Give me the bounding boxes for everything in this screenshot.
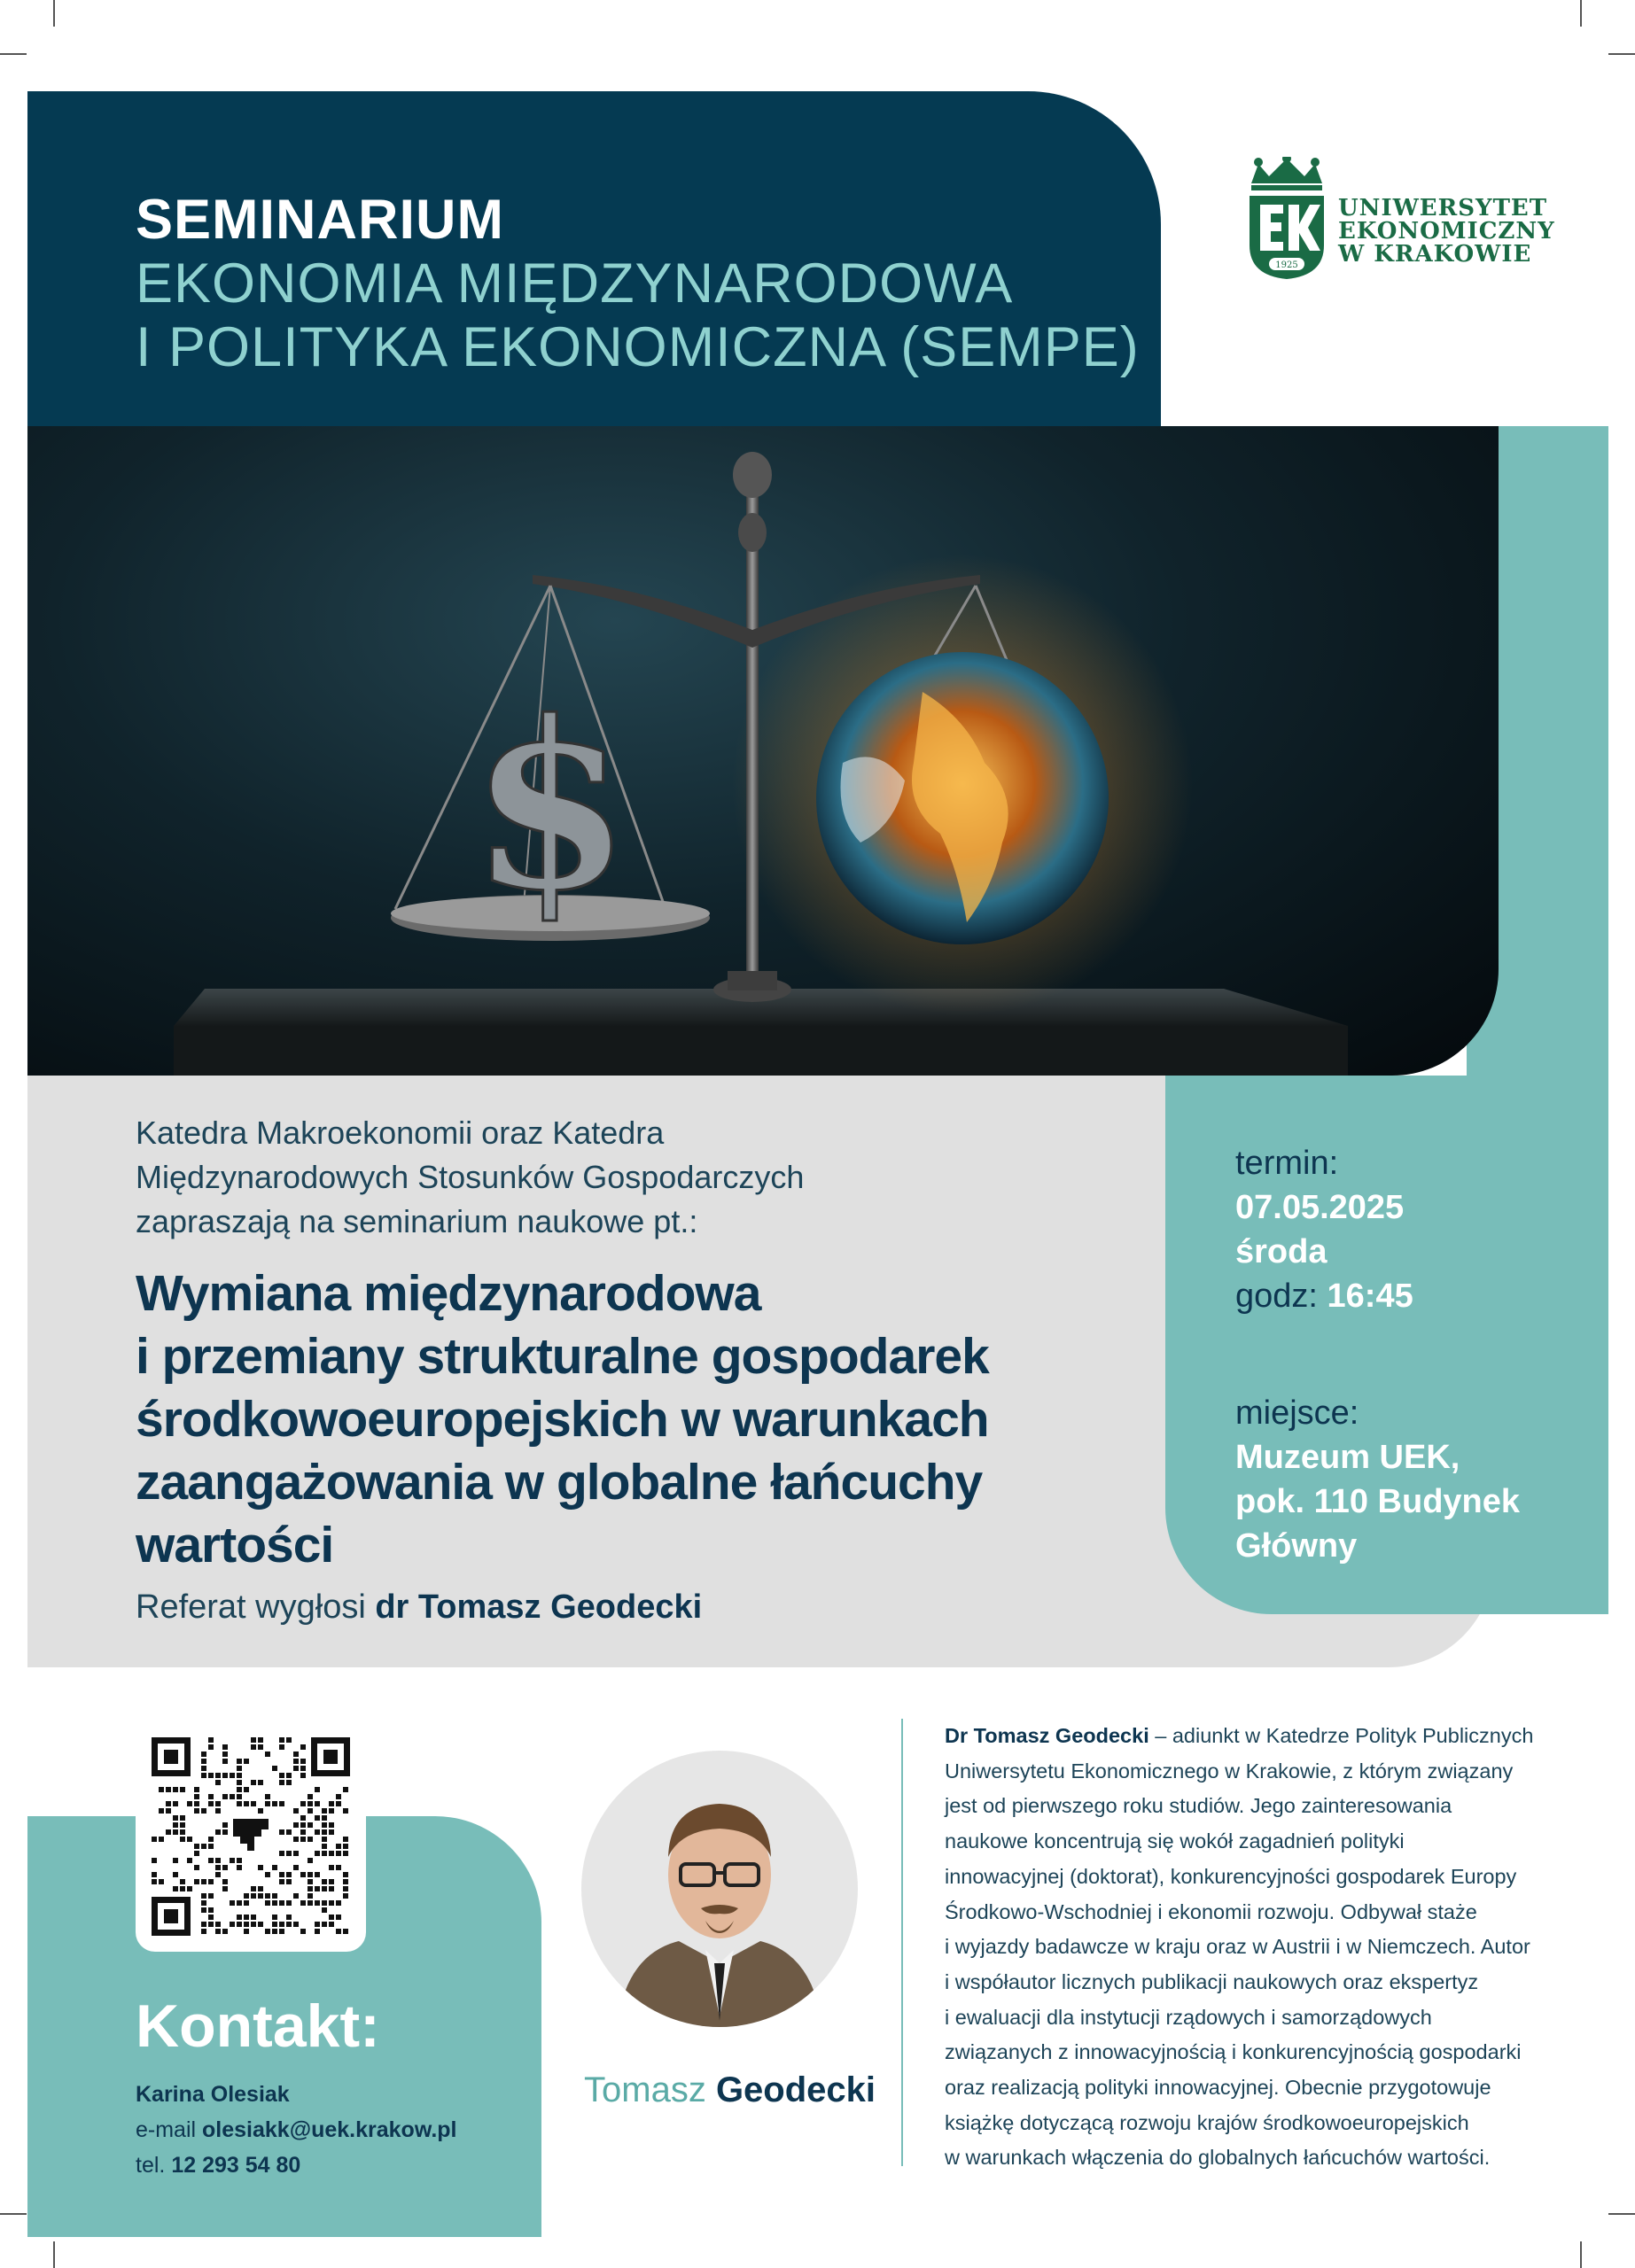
phone-label: tel. [136,2153,166,2178]
bio-line: i wyjazdy badawcze w kraju oraz w Austrii i w Niemczech. Autor [945,1935,1530,1959]
crop-mark [1580,0,1582,27]
bio-line: naukowe koncentrują się wokół zagadnień polityki [945,1829,1405,1853]
event-date: 07.05.2025 [1235,1189,1405,1226]
contact-person-name: Karina Olesiak [136,2082,290,2107]
scales-illustration [27,426,1499,1076]
contact-person [136,2082,290,2108]
invitation-line: zapraszają na seminarium naukowe pt.: [136,1203,698,1239]
title-line: Wymiana międzynarodowa [136,1265,761,1322]
crop-mark [53,2241,55,2268]
contact-phone-row [136,2153,300,2179]
bio-line: Środkowo-Wschodniej i ekonomii rozwoju. Odbywał staże [945,1899,1477,1923]
contact-email-link[interactable]: olesiakk@uek.krakow.pl [202,2117,457,2142]
title-line: wartości [136,1517,334,1573]
crop-mark [0,53,27,55]
crop-mark [1580,2241,1582,2268]
bio-line: w warunkach włączenia do globalnych łańcuchów wartości. [945,2146,1491,2170]
place-line2: pok. 110 Budynek [1235,1483,1521,1520]
place-line1: Muzeum UEK, [1235,1439,1460,1476]
contact-email-row [136,2117,457,2143]
svg-text:$: $ [470,672,631,942]
hero-image-scales [27,426,1499,1076]
title-line: i przemiany strukturalne gospodarek [136,1328,989,1385]
seminar-label: SEMINARIUM [136,189,504,251]
portrait-last-name: Geodecki [715,2070,876,2109]
university-logo-emblem [1242,157,1331,281]
university-name [1338,197,1555,266]
speaker-announcement [136,1588,702,1627]
portrait-first-name: Tomasz [584,2070,706,2109]
bio-line: Uniwersytetu Ekonomicznego w Krakowie, z którym związany [945,1759,1514,1783]
seminar-name-line1: EKONOMIA MIĘDZYNARODOWA [136,252,1014,315]
speaker-prefix: Referat wygłosi [136,1588,366,1626]
bio-line: oraz realizacją polityki innowacyjnej. Obecnie przygotowuje [945,2076,1491,2100]
bio-line: książkę dotyczącą rozwoju krajów środkowoeuropejskich [945,2110,1469,2134]
event-weekday: środa [1235,1233,1327,1270]
email-label: e-mail [136,2117,197,2142]
bio-line: i współautor licznych publikacji naukowych oraz ekspertyz [945,1969,1479,1993]
speaker-portrait [581,1751,858,2027]
logo-line3: W KRAKOWIE [1338,241,1532,268]
place-line3: Główny [1235,1527,1358,1565]
logo-year: 1925 [1275,260,1298,270]
contact-phone: 12 293 54 80 [171,2153,301,2178]
bio-line: – adiunkt w Katedrze Polityk Publicznych [1148,1724,1534,1747]
qr-code-pattern [152,1737,350,1936]
seminar-name-line2: I POLITYKA EKONOMICZNA (SEMPE) [136,316,1140,378]
contact-heading: Kontakt: [136,1992,380,2060]
place-label: miejsce: [1235,1394,1359,1432]
event-time-row [1235,1274,1413,1318]
event-time: 16:45 [1327,1278,1413,1315]
title-line: środkowoeuropejskich w warunkach [136,1391,989,1448]
qr-code[interactable] [136,1721,366,1952]
bio-line: innowacyjnej (doktorat), konkurencyjności gospodarek Europy [945,1864,1517,1888]
bio-line: związanych z innowacyjnością i konkurencyjnością gospodarki [945,2040,1522,2064]
title-line: zaangażowania w globalne łańcuchy [136,1454,983,1511]
crop-mark [0,2213,27,2215]
logo-line1: UNIWERSYTET [1338,195,1548,221]
term-label: termin: [1235,1145,1339,1182]
bio-divider [901,1719,903,2166]
crop-mark [1608,53,1635,55]
bio-line: i ewaluacji dla instytucji rządowych i samorządowych [945,2005,1432,2029]
invitation-line: Międzynarodowych Stosunków Gospodarczych [136,1159,805,1195]
speaker-name: dr Tomasz Geodecki [375,1588,703,1626]
crop-mark [1608,2213,1635,2215]
portrait-caption [584,2070,876,2110]
crop-mark [53,0,55,27]
time-label: godz: [1235,1278,1318,1315]
invitation-line: Katedra Makroekonomii oraz Katedra [136,1115,665,1151]
bio-line: jest od pierwszego roku studiów. Jego zainteresowania [945,1794,1452,1818]
portrait-illustration [581,1751,858,2027]
seminar-title [136,1262,1031,1577]
bio-name: Dr Tomasz Geodecki [945,1724,1149,1747]
event-details-card [1165,1076,1608,1614]
invitation-text [136,1111,1110,1244]
speaker-bio [945,1719,1556,2176]
logo-line2: EKONOMICZNY [1338,218,1555,245]
